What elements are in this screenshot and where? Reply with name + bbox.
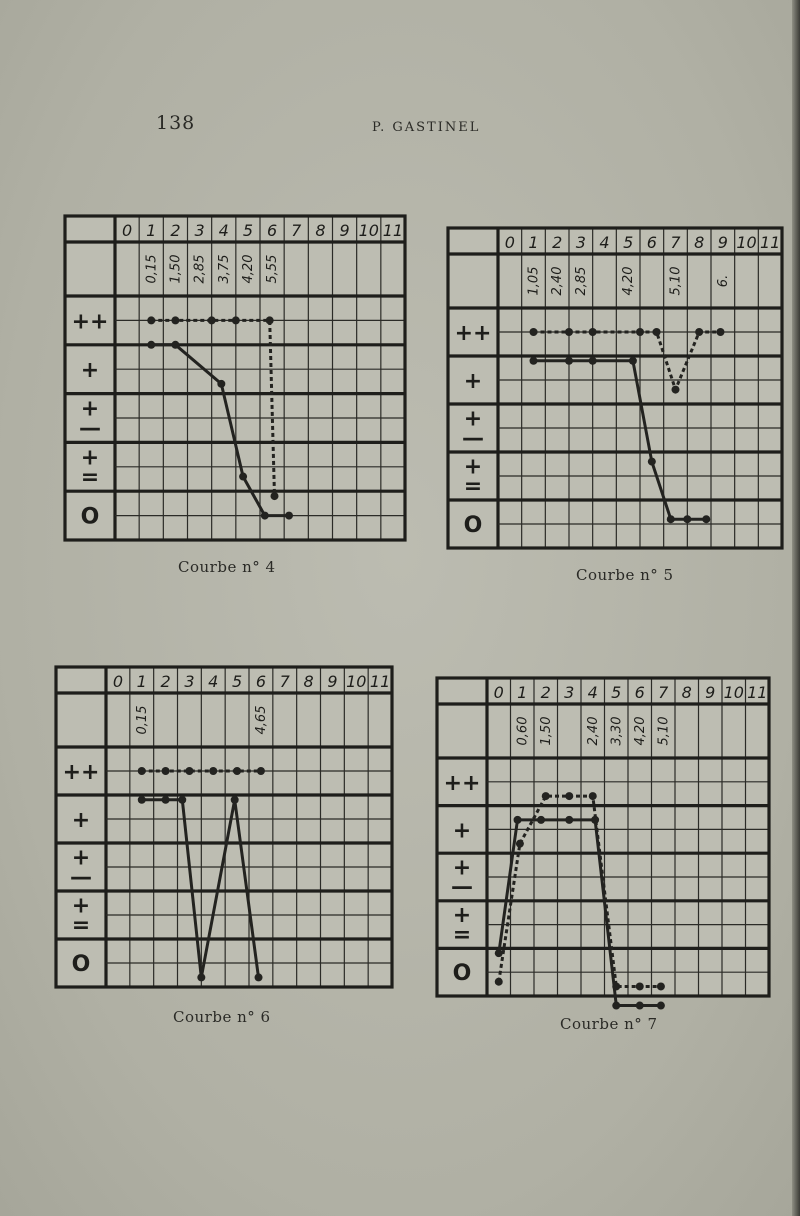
x-tick-label: 0 xyxy=(504,233,515,252)
row-label: = xyxy=(80,464,100,490)
row-label: + xyxy=(71,893,91,919)
value-label: 0,15 xyxy=(144,254,160,284)
x-tick-label: 10 xyxy=(346,672,367,691)
row-label: + xyxy=(463,454,483,480)
row-label: + xyxy=(463,369,483,394)
x-tick-label: 11 xyxy=(759,233,781,252)
value-label: 5,10 xyxy=(668,266,684,296)
value-label: 5,10 xyxy=(656,716,672,746)
curve-point xyxy=(233,767,241,775)
x-tick-label: 2 xyxy=(170,221,181,240)
curve-point xyxy=(565,328,573,336)
row-label: + xyxy=(452,855,472,881)
row-label: + xyxy=(463,406,483,432)
x-tick-label: 1 xyxy=(146,221,157,240)
x-tick-label: 11 xyxy=(747,683,768,702)
x-tick-label: 2 xyxy=(552,233,563,252)
curve-point xyxy=(197,973,205,981)
row-label: + xyxy=(452,903,472,929)
x-tick-label: 6 xyxy=(266,221,278,240)
value-label: 1,50 xyxy=(538,716,554,746)
caption-courbe-7: Courbe n° 7 xyxy=(560,1015,658,1033)
curve-point xyxy=(495,949,503,957)
curve-point xyxy=(495,978,503,986)
row-label: = xyxy=(71,912,91,938)
x-tick-label: 9 xyxy=(339,221,350,240)
value-label: 2,40 xyxy=(585,716,601,746)
curve-point xyxy=(138,767,146,775)
row-label: = xyxy=(463,473,483,499)
x-tick-label: 4 xyxy=(218,221,229,240)
curve-point xyxy=(648,458,656,466)
x-tick-label: 9 xyxy=(327,672,338,691)
value-label: 4,20 xyxy=(621,266,637,296)
curve-point xyxy=(657,982,665,990)
curve-point xyxy=(657,1002,665,1010)
x-tick-label: 11 xyxy=(382,221,404,240)
row-label: ++ xyxy=(443,770,481,796)
x-tick-label: 8 xyxy=(694,233,705,252)
curve-point xyxy=(537,816,545,824)
curve-point xyxy=(285,512,293,520)
curve-point xyxy=(589,357,597,365)
x-tick-label: 8 xyxy=(681,683,692,702)
value-label: 4,20 xyxy=(240,254,256,284)
curve-point xyxy=(695,328,703,336)
value-label: 5,55 xyxy=(265,254,281,284)
curve-point xyxy=(542,792,550,800)
chart-courbe-7 xyxy=(437,678,769,996)
value-label: 3,75 xyxy=(216,254,232,284)
curve-point xyxy=(208,316,216,324)
curve-point xyxy=(255,973,263,981)
value-label: 0,15 xyxy=(134,705,150,735)
x-tick-label: 6 xyxy=(634,683,645,702)
x-tick-label: 4 xyxy=(208,672,219,691)
row-label: O xyxy=(452,961,472,987)
row-label: + xyxy=(71,808,91,833)
chart-courbe-4 xyxy=(65,216,405,540)
curve-point xyxy=(266,316,274,324)
curve-point xyxy=(636,1002,644,1010)
chart-courbe-5 xyxy=(448,228,782,548)
x-tick-label: 7 xyxy=(670,233,681,252)
curve-point xyxy=(653,328,661,336)
row-label: ++ xyxy=(71,309,109,335)
curve-point xyxy=(667,515,675,523)
x-tick-label: 7 xyxy=(658,683,669,702)
curve-point xyxy=(636,982,644,990)
x-tick-label: 10 xyxy=(736,233,757,252)
curve-point xyxy=(672,386,680,394)
curve-point xyxy=(591,816,599,824)
curve-point xyxy=(683,515,691,523)
curve-point xyxy=(702,515,710,523)
x-tick-label: 0 xyxy=(112,672,124,691)
curve-point xyxy=(589,792,597,800)
caption-courbe-5: Courbe n° 5 xyxy=(576,566,674,584)
curve-point xyxy=(185,767,193,775)
curve-point xyxy=(217,380,225,388)
value-label: 4,65 xyxy=(253,705,269,735)
curve-point xyxy=(239,473,247,481)
curve-point xyxy=(530,357,538,365)
row-label: ++ xyxy=(454,321,492,346)
row-label: + xyxy=(80,358,100,384)
x-tick-label: 10 xyxy=(358,221,379,240)
curve-point xyxy=(138,796,146,804)
value-label: 6. xyxy=(715,274,731,288)
x-tick-label: 8 xyxy=(315,221,326,240)
value-label: 1,50 xyxy=(168,254,184,284)
row-label: + xyxy=(452,818,472,844)
curve-point xyxy=(516,840,524,848)
x-tick-label: 10 xyxy=(723,683,744,702)
curve-point xyxy=(271,492,279,500)
value-label: 2,40 xyxy=(550,266,566,296)
curve-point xyxy=(147,341,155,349)
caption-courbe-6: Courbe n° 6 xyxy=(173,1008,271,1026)
chart-courbe-6 xyxy=(56,667,392,987)
curve-point xyxy=(612,1002,620,1010)
x-tick-label: 5 xyxy=(231,672,243,691)
x-tick-label: 1 xyxy=(517,683,528,702)
curve-point xyxy=(209,767,217,775)
row-label: — xyxy=(70,864,92,890)
x-tick-label: 3 xyxy=(564,683,575,702)
x-tick-label: 3 xyxy=(184,672,195,691)
curve-point xyxy=(565,792,573,800)
value-label: 4,20 xyxy=(632,716,648,746)
x-tick-label: 5 xyxy=(623,233,634,252)
running-head: P. GASTINEL xyxy=(372,120,481,135)
x-tick-label: 4 xyxy=(599,233,610,252)
curve-point xyxy=(589,328,597,336)
x-tick-label: 7 xyxy=(291,221,302,240)
row-label: — xyxy=(462,425,484,451)
curve-point xyxy=(565,816,573,824)
x-tick-label: 5 xyxy=(611,683,622,702)
x-tick-label: 2 xyxy=(160,672,171,691)
x-tick-label: 9 xyxy=(717,233,728,252)
x-tick-label: 3 xyxy=(575,233,586,252)
caption-courbe-4: Courbe n° 4 xyxy=(178,558,276,576)
curve-point xyxy=(514,816,522,824)
curve-point xyxy=(231,796,239,804)
value-label: 2,85 xyxy=(573,266,589,296)
x-tick-label: 5 xyxy=(242,221,254,240)
row-label: O xyxy=(80,504,100,530)
curve-point xyxy=(636,328,644,336)
curve-point xyxy=(171,341,179,349)
x-tick-label: 3 xyxy=(194,221,205,240)
value-label: 2,85 xyxy=(192,254,208,284)
row-label: + xyxy=(80,445,100,471)
x-tick-label: 6 xyxy=(255,672,267,691)
curve-point xyxy=(530,328,538,336)
row-label: O xyxy=(71,952,91,977)
row-label: — xyxy=(79,416,101,442)
curve-point xyxy=(162,767,170,775)
x-tick-label: 2 xyxy=(540,683,551,702)
curve-point xyxy=(716,328,724,336)
curve-point xyxy=(565,357,573,365)
curve-point xyxy=(232,316,240,324)
curve-point xyxy=(162,796,170,804)
x-tick-label: 1 xyxy=(528,233,539,252)
x-tick-label: 0 xyxy=(121,221,133,240)
curve-point xyxy=(178,796,186,804)
page-number: 138 xyxy=(156,112,196,134)
page-edge-shadow xyxy=(792,0,800,1216)
x-tick-label: 0 xyxy=(493,683,504,702)
row-label: + xyxy=(80,396,100,422)
x-tick-label: 4 xyxy=(587,683,598,702)
x-tick-label: 8 xyxy=(303,672,314,691)
x-tick-label: 9 xyxy=(705,683,716,702)
x-tick-label: 1 xyxy=(136,672,147,691)
curve-point xyxy=(261,512,269,520)
row-label: O xyxy=(463,513,483,538)
row-label: = xyxy=(452,922,472,948)
curve-point xyxy=(257,767,265,775)
curve-point xyxy=(629,357,637,365)
curve-point xyxy=(171,316,179,324)
value-label: 3,30 xyxy=(609,716,625,746)
row-label: + xyxy=(71,845,91,871)
x-tick-label: 6 xyxy=(646,233,657,252)
x-tick-label: 7 xyxy=(279,672,290,691)
x-tick-label: 11 xyxy=(369,672,391,691)
curve-point xyxy=(147,316,155,324)
row-label: ++ xyxy=(62,760,100,785)
value-label: 1,05 xyxy=(526,266,542,296)
row-label: — xyxy=(451,874,473,900)
value-label: 0,60 xyxy=(515,716,531,746)
